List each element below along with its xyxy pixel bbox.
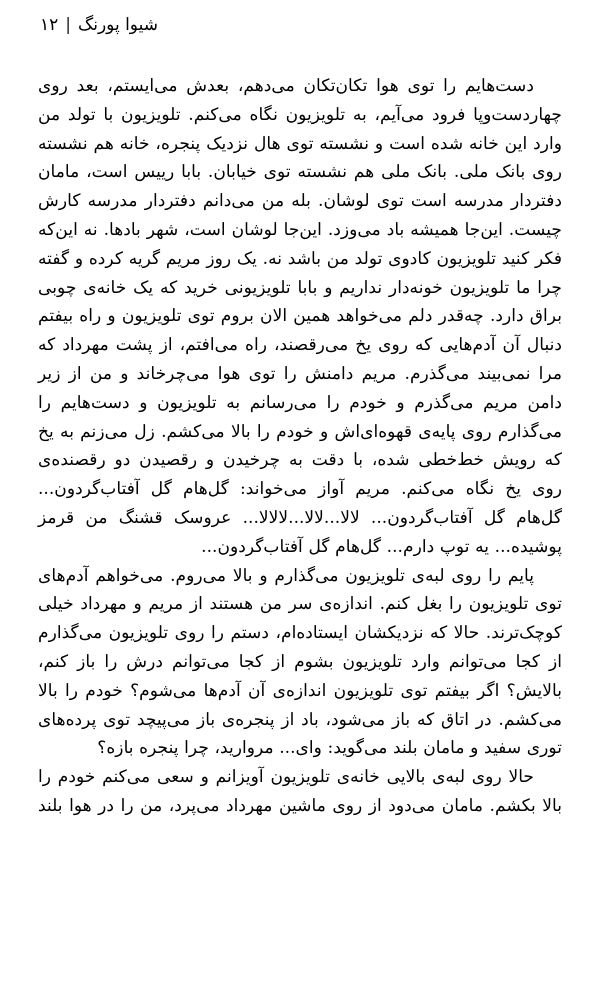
paragraph-1: دست‌هایم را توی هوا تکان‌تکان می‌دهم، بعدش می‌ایستم، بعد روی چهاردست‌وپا فرود می‌آیم، به تلویزیون نگاه می‌کنم. تلویزیون با تولد من وارد این خانه شده است و نشسته توی هال نزدیک پنجره، خانه هم نشسته روی بانک ملی. بانک ملی هم نشسته توی خیابان. بابا رییس است، مامان دفتردار مدرسه است توی لوشان. بله من می‌دانم دفتردار مدرسه کارش چیست. این‌جا همیشه باد می‌وزد. این‌جا لوشان است، شهر بادها. نه این‌که فکر کنید تلویزیون کادوی تولد من باشد نه. یک روز مریم گریه کرده و گفته چرا ما تلویزیون خونه‌دار نداریم و بابا تلویزیونی خرید که یک خانه‌ی چوبی براق دارد. چه‌قدر دلم می‌خواهد همین الان بروم توی تلویزیون و راه بیفتم دنبال آن آدم‌هایی که روی یخ می‌رقصند، راه می‌افتم، از پشت مهرداد که مرا نمی‌بیند می‌گذرم. مریم دامنش را توی هوا می‌چرخاند و من از زیر دامن مریم می‌گذرم و خودم را می‌رسانم به تلویزیون و دست‌هایم را می‌گذارم روی پایه‌ی قهوه‌ای‌اش و خودم را بالا می‌کشم. زل می‌زنم به یخ که رویش خط‌خطی شده، با دقت به چرخیدن و رقصیدن دو رقصنده‌ی روی یخ نگاه می‌کنم. مریم آواز می‌خواند: گل‌هام گل آفتاب‌گردون... گل‌هام گل آفتاب‌گردون... لالا...لالا...لالالا... عروسک قشنگ من قرمز پوشیده... یه توپ دارم... گل‌هام گل آفتاب‌گردون... (38, 76, 562, 557)
running-head (40, 14, 560, 38)
running-head-author: شیوا پورنگ (78, 15, 158, 35)
running-head-separator: | (65, 15, 71, 35)
paragraph-2: پایم را روی لبه‌ی تلویزیون می‌گذارم و بالا می‌روم. می‌خواهم آدم‌های توی تلویزیون را بغل کنم. اندازه‌ی سر من هستند از مریم و مهرداد خیلی کوچک‌ترند. حالا که نزدیکشان ایستاده‌ام، دستم را روی تلویزیون می‌گذارم از کجا می‌توانم وارد تلویزیون بشوم از کجا می‌توانم درش را باز کنم، بالایش؟ اگر بیفتم توی تلویزیون اندازه‌ی آن آدم‌ها می‌شوم؟ خودم را بالا می‌کشم. در اتاق که باز می‌شود، باد از پنجره‌ی باز می‌پیچد توی پرده‌های توری سفید و مامان بلند می‌گوید: وای... مروارید، چرا پنجره بازه؟ (38, 565, 562, 759)
paragraph-3: حالا روی لبه‌ی بالایی خانه‌ی تلویزیون آویزانم و سعی می‌کنم خودم را بالا بکشم. مامان می‌دود از روی ماشین مهرداد می‌پرد، من را در هوا بلند (38, 767, 562, 816)
page-number: ۱۲ (40, 15, 59, 35)
body-text-block (38, 72, 562, 821)
